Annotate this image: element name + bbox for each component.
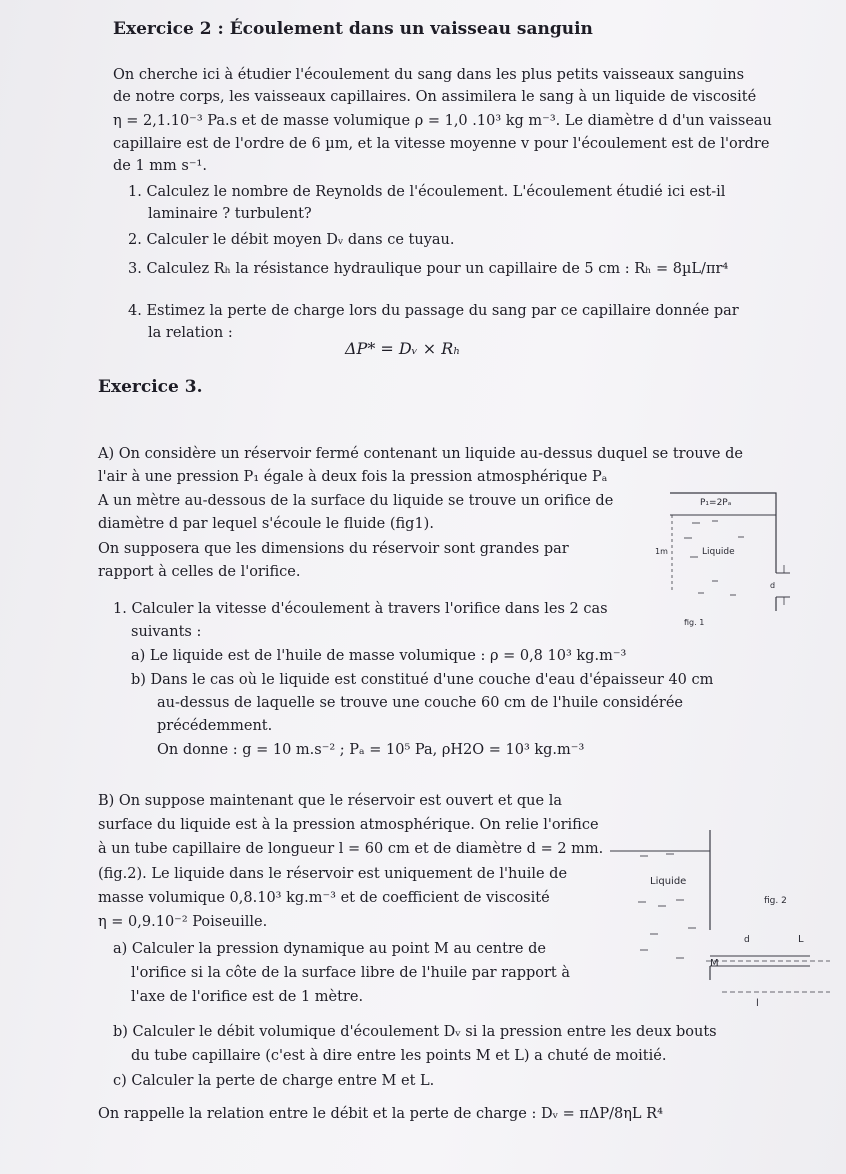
fig1-diameter-label: d (770, 581, 776, 590)
ex3-b-question-b: b) Calculer le débit volumique d'écoulement Dᵥ si la pression entre les deux bouts (113, 1024, 717, 1040)
fig1-caption: fig. 1 (684, 618, 705, 627)
ex3-title: Exercice 3. (98, 377, 203, 397)
ex2-question-3: 3. Calculez Rₕ la résistance hydraulique pour un capillaire de 5 cm : Rₕ = 8µL/πr⁴ (128, 261, 729, 277)
ex2-intro-line: de notre corps, les vaisseaux capillaires. On assimilera le sang à un liquide de viscosité (113, 89, 757, 105)
ex2-question-1: 1. Calculez le nombre de Reynolds de l'écoulement. L'écoulement étudié ici est-il (128, 184, 726, 200)
ex3-a-question-1a: a) Le liquide est de l'huile de masse volumique : ρ = 0,8 10³ kg.m⁻³ (131, 648, 627, 664)
ex2-question-4-cont: la relation : (148, 325, 233, 341)
ex3-a-given-values: On donne : g = 10 m.s⁻² ; Pₐ = 10⁵ Pa, ρH2O = 10³ kg.m⁻³ (157, 742, 585, 758)
ex3-a-intro-line: l'air à une pression P₁ égale à deux fois la pression atmosphérique Pₐ (98, 469, 608, 485)
ex3-a-intro-line: A un mètre au-dessous de la surface du liquide se trouve un orifice de (98, 493, 614, 509)
liquid-dashes (684, 521, 744, 595)
figure-1-closed-reservoir (655, 485, 800, 635)
ex3-a-intro-line: On supposera que les dimensions du réservoir sont grandes par (98, 541, 569, 557)
ex3-a-intro-line: diamètre d par lequel s'écoule le fluide (fig1). (98, 516, 434, 532)
ex3-a-question-1b-cont: au-dessus de laquelle se trouve une couche 60 cm de l'huile considérée (157, 695, 683, 711)
ex3-a-intro-line: A) On considère un réservoir fermé contenant un liquide au-dessus duquel se trouve de (98, 446, 743, 462)
ex3-b-intro-line: (fig.2). Le liquide dans le réservoir est uniquement de l'huile de (98, 866, 568, 882)
ex3-b-intro-line: B) On suppose maintenant que le réservoir est ouvert et que la (98, 793, 562, 809)
ex3-b-question-c: c) Calculer la perte de charge entre M et L. (113, 1073, 435, 1089)
ex2-question-2: 2. Calculer le débit moyen Dᵥ dans ce tuyau. (128, 232, 455, 248)
fig2-length-label: l (756, 998, 759, 1009)
fig1-liquid-label: Liquide (702, 547, 735, 557)
fig2-point-m-label: M (710, 958, 719, 969)
fig2-caption: fig. 2 (764, 896, 787, 906)
ex3-b-intro-line: surface du liquide est à la pression atmosphérique. On relie l'orifice (98, 817, 599, 833)
ex2-title: Exercice 2 : Écoulement dans un vaisseau sanguin (113, 19, 593, 39)
ex3-a-intro-line: rapport à celles de l'orifice. (98, 564, 301, 580)
ex2-question-4: 4. Estimez la perte de charge lors du passage du sang par ce capillaire donnée par (128, 303, 739, 319)
ex3-a-question-1b: b) Dans le cas où le liquide est constitué d'une couche d'eau d'épaisseur 40 cm (131, 672, 714, 688)
fig2-liquid-label: Liquide (650, 876, 687, 887)
fig1-pressure-label: P₁=2Pₐ (700, 498, 732, 508)
ex3-b-intro-line: masse volumique 0,8.10³ kg.m⁻³ et de coefficient de viscosité (98, 890, 550, 906)
figure-2-open-reservoir (610, 830, 832, 1015)
ex3-a-question-1b-cont: précédemment. (157, 718, 273, 734)
ex2-intro-line: On cherche ici à étudier l'écoulement du sang dans les plus petits vaisseaux sanguins (113, 67, 745, 83)
ex3-b-question-a-cont: l'orifice si la côte de la surface libre de l'huile par rapport à (131, 965, 571, 981)
fig1-height-label: 1m (655, 547, 668, 556)
ex3-a-question-1-cont: suivants : (131, 624, 202, 640)
ex3-a-question-1: 1. Calculer la vitesse d'écoulement à travers l'orifice dans les 2 cas (113, 601, 608, 617)
fig2-point-l-label: L (798, 934, 804, 945)
ex2-question-1-cont: laminaire ? turbulent? (148, 206, 312, 222)
ex2-intro-line: η = 2,1.10⁻³ Pa.s et de masse volumique ρ = 1,0 .10³ kg m⁻³. Le diamètre d d'un vaisseau (113, 113, 772, 129)
ex2-intro-line: capillaire est de l'ordre de 6 µm, et la vitesse moyenne v pour l'écoulement est de l'ordre (113, 136, 770, 152)
fig2-diameter-label: d (744, 935, 750, 945)
ex3-b-intro-line: à un tube capillaire de longueur l = 60 cm et de diamètre d = 2 mm. (98, 841, 604, 857)
ex3-final-relation: On rappelle la relation entre le débit et la perte de charge : Dᵥ = πΔP/8ηL R⁴ (98, 1106, 663, 1122)
liquid-dashes (638, 854, 696, 958)
ex2-intro-line: de 1 mm s⁻¹. (113, 158, 207, 174)
ex3-b-question-a-cont: l'axe de l'orifice est de 1 mètre. (131, 989, 364, 1005)
ex3-b-question-b-cont: du tube capillaire (c'est à dire entre les points M et L) a chuté de moitié. (131, 1048, 667, 1064)
ex3-b-intro-line: η = 0,9.10⁻² Poiseuille. (98, 914, 268, 930)
ex3-b-question-a: a) Calculer la pression dynamique au point M au centre de (113, 941, 546, 957)
ex2-formula: ΔP* = Dᵥ × Rₕ (345, 339, 461, 358)
